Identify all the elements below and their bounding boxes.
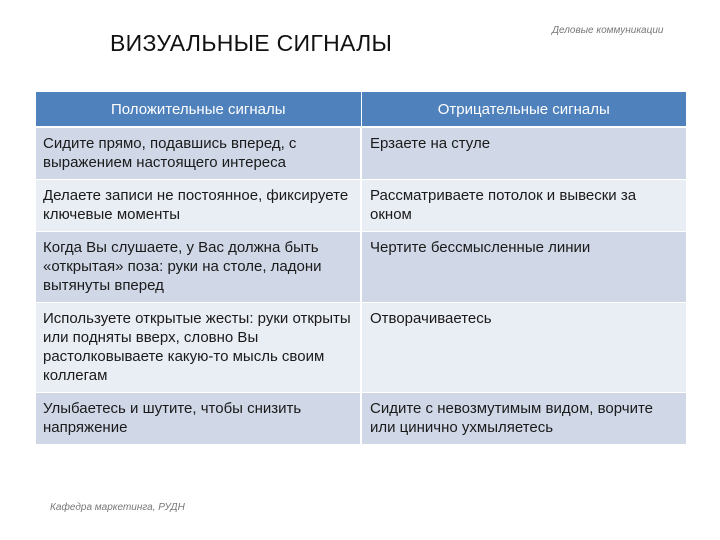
header-negative-signals: Отрицательные сигналы bbox=[361, 92, 686, 127]
table-row bbox=[36, 180, 686, 232]
positive-signal-cell: Используете открытые жесты: руки открыты или подняты вверх, словно Вы растолковываете какую-то мысль своим коллегам bbox=[36, 303, 361, 393]
positive-signal-cell: Когда Вы слушаете, у Вас должна быть «открытая» поза: руки на столе, ладони вытянуты вперед bbox=[36, 232, 361, 303]
footer-department-note: Кафедра маркетинга, РУДН bbox=[50, 502, 185, 513]
negative-signal-cell: Рассматриваете потолок и вывески за окном bbox=[361, 180, 686, 232]
header-course-note: Деловые коммуникации bbox=[552, 25, 664, 36]
header-positive-signals: Положительные сигналы bbox=[36, 92, 361, 127]
positive-signal-cell: Делаете записи не постоянное, фиксируете ключевые моменты bbox=[36, 180, 361, 232]
table-row bbox=[36, 393, 686, 445]
table-header-row bbox=[36, 92, 686, 127]
slide-title: ВИЗУАЛЬНЫЕ СИГНАЛЫ bbox=[110, 30, 393, 56]
negative-signal-cell: Ерзаете на стуле bbox=[361, 127, 686, 180]
negative-signal-cell: Чертите бессмысленные линии bbox=[361, 232, 686, 303]
table-row bbox=[36, 303, 686, 393]
positive-signal-cell: Улыбаетесь и шутите, чтобы снизить напряжение bbox=[36, 393, 361, 445]
positive-signal-cell: Сидите прямо, подавшись вперед, с выражением настоящего интереса bbox=[36, 127, 361, 180]
table-row bbox=[36, 127, 686, 180]
signals-table bbox=[36, 92, 686, 445]
table-row bbox=[36, 232, 686, 303]
negative-signal-cell: Отворачиваетесь bbox=[361, 303, 686, 393]
negative-signal-cell: Сидите с невозмутимым видом, ворчите или цинично ухмыляетесь bbox=[361, 393, 686, 445]
